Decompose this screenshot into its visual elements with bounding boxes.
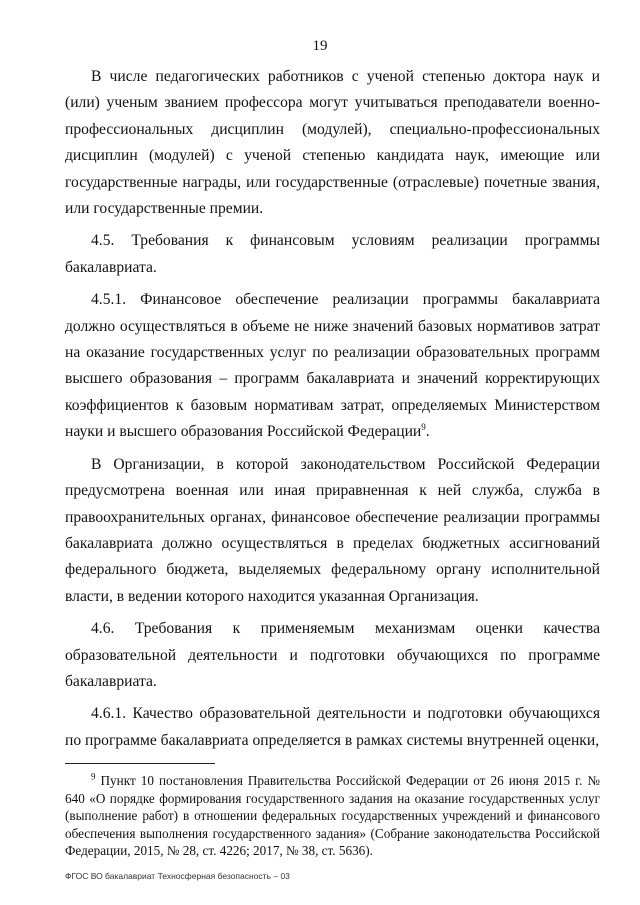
footnote-marker: 9: [91, 771, 96, 782]
footnote-text: Пункт 10 постановления Правительства Российской Федерации от 26 июня 2015 г. № 640 «О порядке формирования государственного задания на оказание государственных услуг (выполнение работ) в отношении федеральных государственных учреждений и финансового обеспечения выполнения государственного задания» (Собрание законодательства Российской Федерации, 2015, № 28, ст. 4226; 2017, № 38, ст. 5636).: [65, 773, 600, 859]
paragraph-section-4-5: 4.5. Требования к финансовым условиям реализации программы бакалавриата.: [65, 232, 600, 276]
paragraph-section-4-5-1-end: .: [425, 423, 430, 441]
paragraph-section-4-5-1-text: 4.5.1. Финансовое обеспечение реализации программы бакалавриата должно осуществляться в объеме не ниже значений базовых нормативов затрат на оказание государственных услуг по реализации образовательных программ высшего образования – программ бакалавриата и значений корректирующих коэффициентов к базовым нормативам затрат, определяемых Министерством науки и высшего образования Российской Федерации: [65, 291, 600, 441]
footnote-reference[interactable]: 9: [421, 422, 426, 433]
paragraph-military-organization: В Организации, в которой законодательством Российской Федерации предусмотрена военная или иная приравненная к ней служба, служба в правоохранительных органах, финансовое обеспечение реализации программы бакалавриата должно осуществляться в пределах бюджетных ассигнований федерального бюджета, выделяемых федеральному органу исполнительной власти, в ведении которого находится указанная Организация.: [65, 455, 600, 605]
footnote-divider: [65, 763, 215, 764]
page-number: 19: [312, 38, 328, 54]
paragraph-teaching-staff: В числе педагогических работников с ученой степенью доктора наук и (или) ученым званием профессора могут учитываться преподаватели военно-профессиональных дисциплин (модулей), специально-профессиональных дисциплин (модулей) с ученой степенью кандидата наук, имеющие или государственные награды, или государственные (отраслевые) почетные звания, или государственные премии.: [65, 68, 600, 218]
page-footer: ФГОС ВО бакалавриат Техносферная безопасность – 03: [65, 871, 290, 881]
body-text: [65, 64, 600, 760]
paragraph-section-4-6-1: 4.6.1. Качество образовательной деятельности и подготовки обучающихся по программе бакалавриата определяется в рамках системы внутренней оценки,: [65, 705, 600, 749]
footnote: [65, 772, 600, 860]
paragraph-section-4-5-1: [65, 287, 600, 445]
paragraph-section-4-6: 4.6. Требования к применяемым механизмам оценки качества образовательной деятельности и подготовки обучающихся по программе бакалавриата.: [65, 620, 600, 690]
